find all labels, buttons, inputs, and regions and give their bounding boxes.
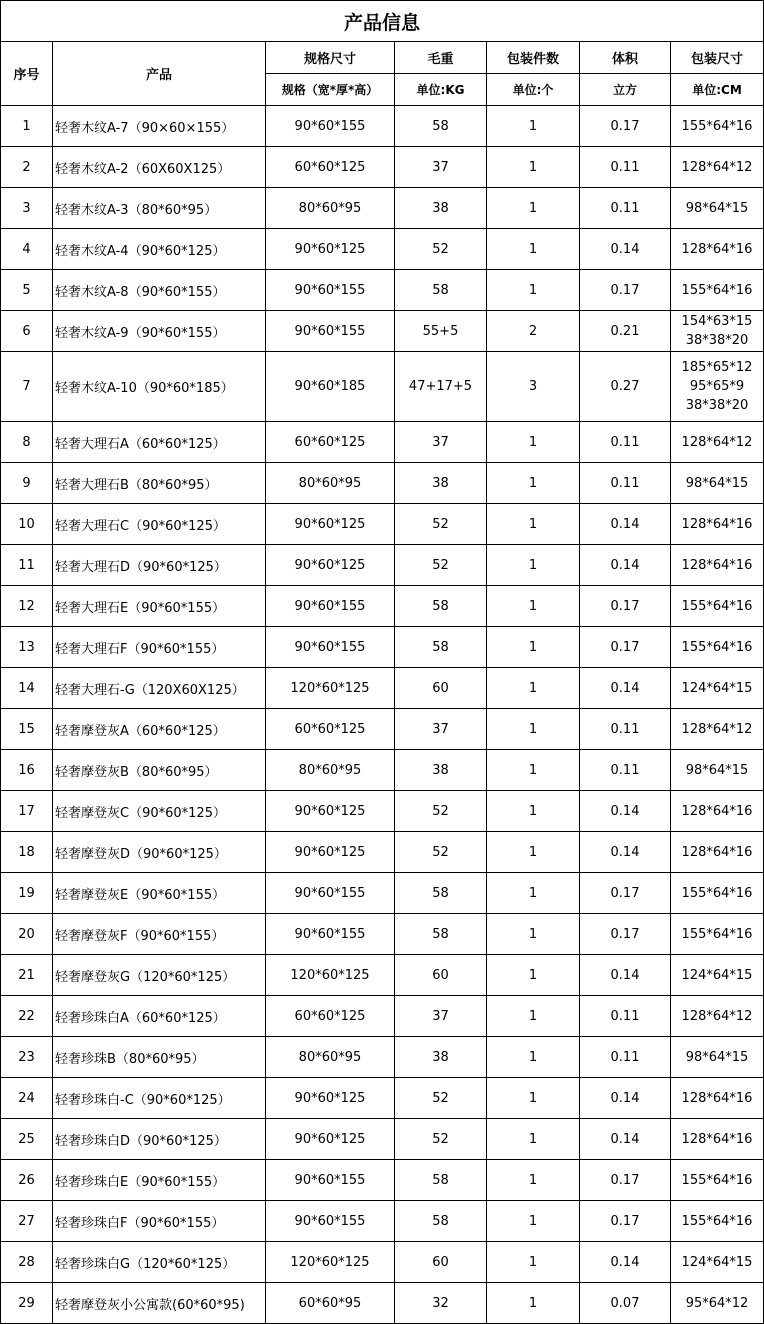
cell-index: 14: [1, 668, 53, 709]
cell-pack: [671, 1201, 764, 1242]
cell-weight: 38: [395, 463, 487, 504]
cell-pack: [671, 422, 764, 463]
cell-product: 轻奢珍珠白D（90*60*125）: [53, 1119, 266, 1160]
cell-index: 13: [1, 627, 53, 668]
cell-weight: 58: [395, 586, 487, 627]
cell-index: 3: [1, 188, 53, 229]
cell-spec: 90*60*155: [266, 311, 395, 352]
cell-product: 轻奢木纹A-4（90*60*125）: [53, 229, 266, 270]
table-row: [1, 996, 764, 1037]
cell-volume: 0.21: [580, 311, 671, 352]
pack-size-line: 155*64*16: [681, 1172, 753, 1188]
cell-pack: [671, 955, 764, 996]
cell-weight: 58: [395, 914, 487, 955]
cell-pack: [671, 504, 764, 545]
cell-pack: [671, 1283, 764, 1324]
pack-size-line: 95*65*9: [689, 379, 745, 394]
cell-volume: 0.14: [580, 668, 671, 709]
cell-spec: 90*60*155: [266, 627, 395, 668]
cell-volume: 0.11: [580, 422, 671, 463]
cell-product: 轻奢摩登灰C（90*60*125）: [53, 791, 266, 832]
cell-spec: 90*60*155: [266, 873, 395, 914]
cell-count: 1: [487, 668, 580, 709]
cell-pack: [671, 270, 764, 311]
cell-pack: [671, 188, 764, 229]
cell-index: 27: [1, 1201, 53, 1242]
header-weight-unit: 单位:KG: [395, 74, 487, 106]
cell-volume: 0.17: [580, 873, 671, 914]
cell-volume: 0.14: [580, 1119, 671, 1160]
cell-volume: 0.14: [580, 832, 671, 873]
cell-spec: 90*60*125: [266, 832, 395, 873]
cell-product: 轻奢摩登灰A（60*60*125）: [53, 709, 266, 750]
cell-index: 26: [1, 1160, 53, 1201]
cell-volume: 0.14: [580, 229, 671, 270]
cell-product: 轻奢大理石E（90*60*155）: [53, 586, 266, 627]
cell-index: 25: [1, 1119, 53, 1160]
cell-weight: 55+5: [395, 311, 487, 352]
cell-volume: 0.11: [580, 1037, 671, 1078]
cell-spec: 90*60*155: [266, 1160, 395, 1201]
cell-count: 3: [487, 352, 580, 422]
pack-size-line: 128*64*16: [681, 1131, 753, 1147]
header-weight: 毛重: [395, 42, 487, 74]
cell-volume: 0.11: [580, 188, 671, 229]
cell-product: 轻奢珍珠白A（60*60*125）: [53, 996, 266, 1037]
pack-size-line: 128*64*16: [681, 844, 753, 860]
pack-size-line: 95*64*12: [685, 1295, 749, 1311]
cell-count: 1: [487, 147, 580, 188]
cell-spec: 90*60*125: [266, 229, 395, 270]
cell-index: 2: [1, 147, 53, 188]
table-row: [1, 668, 764, 709]
cell-weight: 58: [395, 1201, 487, 1242]
cell-weight: 60: [395, 1242, 487, 1283]
cell-index: 10: [1, 504, 53, 545]
header-count-unit: 单位:个: [487, 74, 580, 106]
pack-size-line: 155*64*16: [681, 926, 753, 942]
table-row: [1, 504, 764, 545]
cell-spec: 80*60*95: [266, 188, 395, 229]
table-row: [1, 1283, 764, 1324]
cell-product: 轻奢大理石F（90*60*155）: [53, 627, 266, 668]
cell-weight: 58: [395, 873, 487, 914]
cell-pack: [671, 668, 764, 709]
cell-weight: 52: [395, 504, 487, 545]
cell-product: 轻奢珍珠白-C（90*60*125）: [53, 1078, 266, 1119]
cell-spec: 60*60*125: [266, 996, 395, 1037]
cell-count: 1: [487, 422, 580, 463]
cell-volume: 0.14: [580, 955, 671, 996]
cell-spec: 90*60*125: [266, 1078, 395, 1119]
table-row: [1, 1242, 764, 1283]
cell-spec: 90*60*125: [266, 504, 395, 545]
cell-volume: 0.11: [580, 750, 671, 791]
cell-weight: 52: [395, 545, 487, 586]
header-volume-unit: 立方: [580, 74, 671, 106]
cell-pack: [671, 1078, 764, 1119]
cell-index: 12: [1, 586, 53, 627]
table-row: [1, 463, 764, 504]
table-row: [1, 955, 764, 996]
table-row: [1, 229, 764, 270]
cell-pack: [671, 106, 764, 147]
cell-count: 1: [487, 914, 580, 955]
cell-spec: 90*60*155: [266, 586, 395, 627]
cell-pack: [671, 1160, 764, 1201]
cell-index: 6: [1, 311, 53, 352]
cell-pack: [671, 229, 764, 270]
cell-index: 22: [1, 996, 53, 1037]
table-row: [1, 791, 764, 832]
cell-index: 5: [1, 270, 53, 311]
cell-count: 1: [487, 791, 580, 832]
cell-weight: 37: [395, 147, 487, 188]
cell-pack: [671, 352, 764, 422]
table-row: [1, 270, 764, 311]
pack-size-line: 38*38*20: [685, 333, 749, 348]
cell-weight: 58: [395, 270, 487, 311]
pack-size-line: 128*64*12: [681, 159, 753, 175]
cell-volume: 0.11: [580, 996, 671, 1037]
pack-size-line: 185*65*12: [681, 360, 753, 375]
pack-size-line: 155*64*16: [681, 1213, 753, 1229]
cell-spec: 80*60*95: [266, 750, 395, 791]
cell-index: 9: [1, 463, 53, 504]
cell-pack: [671, 1037, 764, 1078]
cell-product: 轻奢大理石A（60*60*125）: [53, 422, 266, 463]
cell-count: 1: [487, 955, 580, 996]
pack-size-line: 124*64*15: [681, 967, 753, 983]
cell-index: 21: [1, 955, 53, 996]
cell-index: 4: [1, 229, 53, 270]
table-row: [1, 1119, 764, 1160]
cell-pack: [671, 311, 764, 352]
cell-pack: [671, 709, 764, 750]
table-row: [1, 750, 764, 791]
cell-weight: 58: [395, 627, 487, 668]
pack-size-line: 98*64*15: [685, 200, 749, 216]
cell-product: 轻奢珍珠白F（90*60*155）: [53, 1201, 266, 1242]
table-row: [1, 1201, 764, 1242]
cell-product: 轻奢木纹A-7（90×60×155）: [53, 106, 266, 147]
cell-spec: 120*60*125: [266, 668, 395, 709]
cell-pack: [671, 791, 764, 832]
cell-count: 1: [487, 270, 580, 311]
pack-size-line: 128*64*16: [681, 516, 753, 532]
table-row: [1, 1078, 764, 1119]
cell-weight: 52: [395, 229, 487, 270]
table-row: [1, 311, 764, 352]
cell-weight: 52: [395, 1119, 487, 1160]
cell-product: 轻奢珍珠白E（90*60*155）: [53, 1160, 266, 1201]
pack-size-line: 128*64*16: [681, 803, 753, 819]
cell-product: 轻奢珍珠B（80*60*95）: [53, 1037, 266, 1078]
table-row: [1, 352, 764, 422]
cell-spec: 120*60*125: [266, 955, 395, 996]
cell-weight: 58: [395, 1160, 487, 1201]
table-row: [1, 188, 764, 229]
cell-index: 11: [1, 545, 53, 586]
cell-weight: 37: [395, 422, 487, 463]
cell-weight: 38: [395, 1037, 487, 1078]
cell-spec: 60*60*125: [266, 147, 395, 188]
cell-weight: 32: [395, 1283, 487, 1324]
cell-volume: 0.17: [580, 1160, 671, 1201]
cell-weight: 52: [395, 1078, 487, 1119]
cell-volume: 0.14: [580, 504, 671, 545]
pack-size-line: 155*64*16: [681, 885, 753, 901]
cell-weight: 37: [395, 709, 487, 750]
header-pack: 包装尺寸: [671, 42, 764, 74]
cell-pack: [671, 1242, 764, 1283]
cell-volume: 0.17: [580, 914, 671, 955]
pack-size-line: 124*64*15: [681, 1254, 753, 1270]
pack-size-line: 155*64*16: [681, 598, 753, 614]
cell-weight: 58: [395, 106, 487, 147]
table-body: [1, 106, 764, 1324]
header-product: 产品: [53, 42, 266, 106]
table-row: [1, 586, 764, 627]
cell-weight: 52: [395, 832, 487, 873]
pack-size-line: 154*63*15: [681, 314, 753, 329]
cell-count: 1: [487, 1283, 580, 1324]
cell-weight: 47+17+5: [395, 352, 487, 422]
cell-spec: 60*60*125: [266, 422, 395, 463]
pack-size-line: 38*38*20: [685, 398, 749, 413]
cell-count: 1: [487, 504, 580, 545]
cell-count: 1: [487, 229, 580, 270]
cell-weight: 60: [395, 955, 487, 996]
cell-pack: [671, 627, 764, 668]
cell-index: 15: [1, 709, 53, 750]
cell-spec: 80*60*95: [266, 463, 395, 504]
cell-count: 1: [487, 1119, 580, 1160]
pack-size-line: 128*64*12: [681, 434, 753, 450]
header-index: 序号: [1, 42, 53, 106]
cell-index: 19: [1, 873, 53, 914]
cell-count: 1: [487, 1078, 580, 1119]
cell-volume: 0.14: [580, 545, 671, 586]
cell-volume: 0.11: [580, 709, 671, 750]
cell-spec: 60*60*95: [266, 1283, 395, 1324]
pack-size-line: 124*64*15: [681, 680, 753, 696]
cell-count: 1: [487, 832, 580, 873]
cell-count: 1: [487, 750, 580, 791]
cell-index: 1: [1, 106, 53, 147]
cell-product: 轻奢大理石D（90*60*125）: [53, 545, 266, 586]
cell-spec: 60*60*125: [266, 709, 395, 750]
table-row: [1, 545, 764, 586]
pack-size-line: 128*64*16: [681, 1090, 753, 1106]
cell-count: 2: [487, 311, 580, 352]
cell-product: 轻奢摩登灰G（120*60*125）: [53, 955, 266, 996]
cell-volume: 0.17: [580, 106, 671, 147]
cell-volume: 0.11: [580, 463, 671, 504]
cell-index: 28: [1, 1242, 53, 1283]
cell-weight: 37: [395, 996, 487, 1037]
cell-index: 29: [1, 1283, 53, 1324]
cell-count: 1: [487, 586, 580, 627]
cell-spec: 90*60*155: [266, 914, 395, 955]
cell-spec: 90*60*125: [266, 1119, 395, 1160]
cell-volume: 0.17: [580, 270, 671, 311]
cell-product: 轻奢摩登灰小公寓款(60*60*95): [53, 1283, 266, 1324]
cell-weight: 38: [395, 750, 487, 791]
cell-volume: 0.07: [580, 1283, 671, 1324]
pack-size-line: 155*64*16: [681, 639, 753, 655]
cell-count: 1: [487, 996, 580, 1037]
cell-product: 轻奢大理石B（80*60*95）: [53, 463, 266, 504]
table-row: [1, 147, 764, 188]
cell-product: 轻奢木纹A-9（90*60*155）: [53, 311, 266, 352]
cell-product: 轻奢摩登灰B（80*60*95）: [53, 750, 266, 791]
cell-pack: [671, 996, 764, 1037]
cell-count: 1: [487, 1037, 580, 1078]
cell-volume: 0.14: [580, 1242, 671, 1283]
pack-size-line: 128*64*12: [681, 1008, 753, 1024]
cell-count: 1: [487, 709, 580, 750]
header-count: 包装件数: [487, 42, 580, 74]
cell-volume: 0.17: [580, 1201, 671, 1242]
cell-count: 1: [487, 463, 580, 504]
cell-volume: 0.11: [580, 147, 671, 188]
cell-spec: 90*60*155: [266, 1201, 395, 1242]
cell-count: 1: [487, 873, 580, 914]
cell-product: 轻奢大理石-G（120X60X125）: [53, 668, 266, 709]
table-row: [1, 1037, 764, 1078]
pack-size-line: 128*64*16: [681, 557, 753, 573]
header-volume: 体积: [580, 42, 671, 74]
cell-weight: 60: [395, 668, 487, 709]
pack-size-line: 128*64*12: [681, 721, 753, 737]
cell-pack: [671, 750, 764, 791]
cell-index: 7: [1, 352, 53, 422]
table-row: [1, 832, 764, 873]
cell-count: 1: [487, 545, 580, 586]
cell-volume: 0.14: [580, 1078, 671, 1119]
cell-index: 18: [1, 832, 53, 873]
cell-index: 20: [1, 914, 53, 955]
cell-pack: [671, 832, 764, 873]
header-spec: 规格尺寸: [266, 42, 395, 74]
cell-count: 1: [487, 1201, 580, 1242]
cell-pack: [671, 147, 764, 188]
cell-spec: 90*60*185: [266, 352, 395, 422]
cell-volume: 0.17: [580, 627, 671, 668]
pack-size-line: 98*64*15: [685, 1049, 749, 1065]
cell-spec: 90*60*125: [266, 791, 395, 832]
cell-spec: 90*60*125: [266, 545, 395, 586]
cell-count: 1: [487, 1160, 580, 1201]
cell-index: 24: [1, 1078, 53, 1119]
table-row: [1, 422, 764, 463]
cell-volume: 0.27: [580, 352, 671, 422]
cell-product: 轻奢摩登灰F（90*60*155）: [53, 914, 266, 955]
cell-product: 轻奢摩登灰E（90*60*155）: [53, 873, 266, 914]
cell-spec: 90*60*155: [266, 270, 395, 311]
header-pack-unit: 单位:CM: [671, 74, 764, 106]
cell-spec: 90*60*155: [266, 106, 395, 147]
pack-size-line: 98*64*15: [685, 475, 749, 491]
cell-product: 轻奢木纹A-10（90*60*185）: [53, 352, 266, 422]
cell-product: 轻奢木纹A-2（60X60X125）: [53, 147, 266, 188]
table-row: [1, 709, 764, 750]
pack-size-line: 155*64*16: [681, 118, 753, 134]
cell-product: 轻奢摩登灰D（90*60*125）: [53, 832, 266, 873]
table-row: [1, 1160, 764, 1201]
cell-spec: 120*60*125: [266, 1242, 395, 1283]
cell-volume: 0.17: [580, 586, 671, 627]
cell-weight: 52: [395, 791, 487, 832]
cell-spec: 80*60*95: [266, 1037, 395, 1078]
cell-count: 1: [487, 627, 580, 668]
cell-index: 16: [1, 750, 53, 791]
cell-pack: [671, 914, 764, 955]
cell-index: 17: [1, 791, 53, 832]
cell-count: 1: [487, 188, 580, 229]
cell-product: 轻奢珍珠白G（120*60*125）: [53, 1242, 266, 1283]
cell-weight: 38: [395, 188, 487, 229]
cell-count: 1: [487, 1242, 580, 1283]
pack-size-line: 155*64*16: [681, 282, 753, 298]
table-row: [1, 627, 764, 668]
cell-product: 轻奢木纹A-8（90*60*155）: [53, 270, 266, 311]
cell-product: 轻奢大理石C（90*60*125）: [53, 504, 266, 545]
cell-product: 轻奢木纹A-3（80*60*95）: [53, 188, 266, 229]
cell-pack: [671, 586, 764, 627]
pack-size-line: 98*64*15: [685, 762, 749, 778]
header-spec-unit: 规格（宽*厚*高）: [266, 74, 395, 106]
cell-volume: 0.14: [580, 791, 671, 832]
cell-pack: [671, 1119, 764, 1160]
cell-count: 1: [487, 106, 580, 147]
cell-pack: [671, 873, 764, 914]
table-row: [1, 106, 764, 147]
table-row: [1, 914, 764, 955]
cell-index: 8: [1, 422, 53, 463]
cell-index: 23: [1, 1037, 53, 1078]
cell-pack: [671, 545, 764, 586]
pack-size-line: 128*64*16: [681, 241, 753, 257]
table-row: [1, 873, 764, 914]
cell-pack: [671, 463, 764, 504]
table-title: 产品信息: [1, 1, 764, 42]
